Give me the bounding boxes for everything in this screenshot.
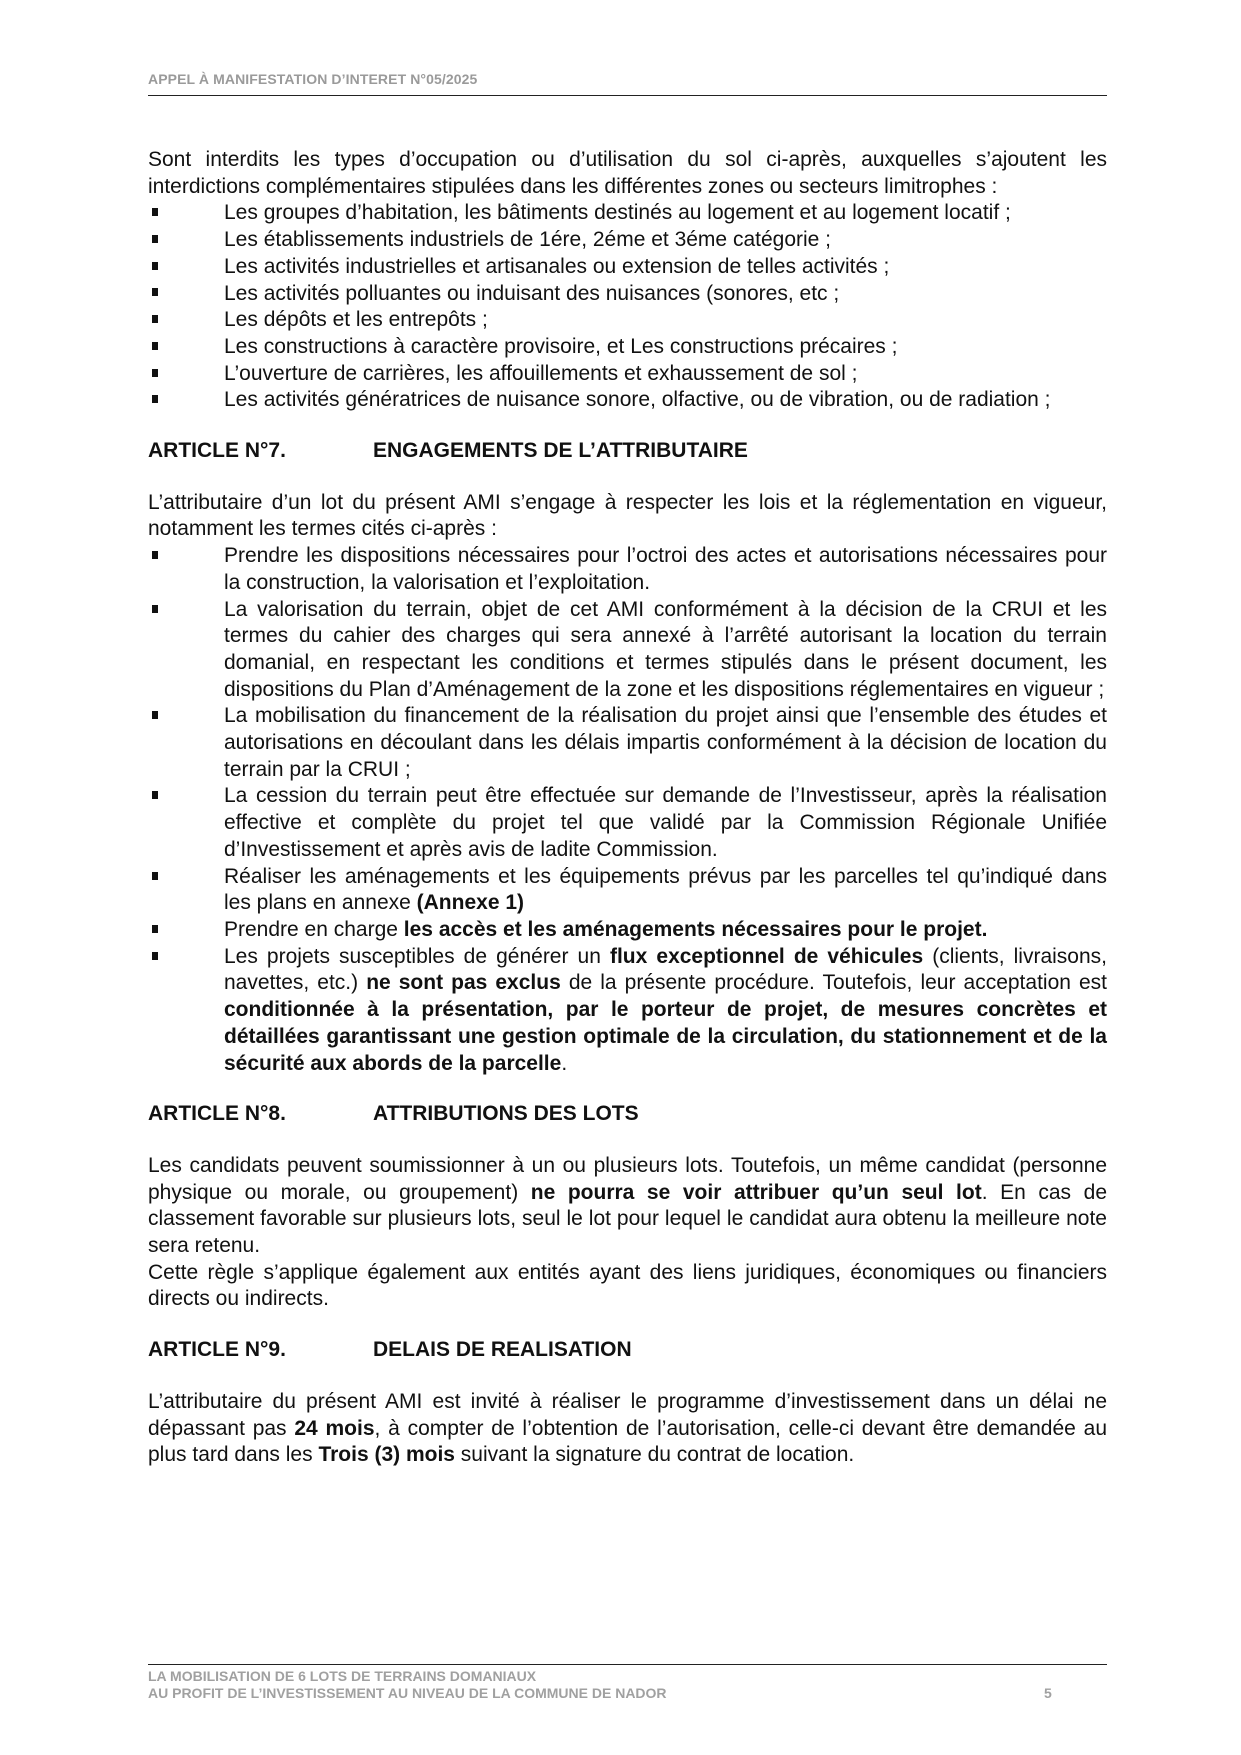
footer-line-2: AU PROFIT DE L’INVESTISSEMENT AU NIVEAU DE LA COMMUNE DE NADOR xyxy=(148,1685,667,1701)
article-8-paragraph-2 xyxy=(148,1260,1107,1313)
bullet-square-icon xyxy=(148,307,224,334)
article-8-heading xyxy=(148,1101,1107,1128)
article-7-intro: L’attributaire d’un lot du présent AMI s’engage à respecter les lois et la réglementation en vigueur, notamment les termes cités ci-après : xyxy=(148,490,1107,541)
article-title: DELAIS DE REALISATION xyxy=(373,1338,632,1362)
list-item xyxy=(148,543,1107,596)
text-run: L’attributaire du présent AMI est invité à réaliser le programme d’investissement dans un délai ne dépassant pas xyxy=(148,1389,1107,1440)
document-body xyxy=(148,147,1107,1469)
list-item xyxy=(148,864,1107,917)
list-item xyxy=(148,917,1107,944)
list-item xyxy=(148,281,1107,308)
list-item-text: Les établissements industriels de 1ére, 2éme et 3éme catégorie ; xyxy=(224,228,832,252)
text-run: La mobilisation du financement de la réalisation du projet ainsi que l’ensemble des études et autorisations en découlant dans les délais impartis conformément à la décision de location du terrain par la CRUI ; xyxy=(224,704,1107,781)
text-run: (clients, livraisons, navettes, etc.) xyxy=(224,944,1107,995)
footer-rule xyxy=(148,1664,1107,1665)
list-item xyxy=(148,227,1107,254)
list-item xyxy=(148,254,1107,281)
list-item xyxy=(148,200,1107,227)
bold-text: les accès et les aménagements nécessaires pour le projet. xyxy=(403,917,988,941)
article-title: ATTRIBUTIONS DES LOTS xyxy=(373,1102,639,1126)
bullet-square-icon xyxy=(148,254,224,281)
bullet-square-icon xyxy=(148,917,224,944)
text-run: suivant la signature du contrat de location. xyxy=(454,1443,855,1467)
list-item-text: Les activités génératrices de nuisance sonore, olfactive, ou de vibration, ou de radiation ; xyxy=(224,388,1051,412)
list-item xyxy=(148,387,1107,414)
list-item-text: Les dépôts et les entrepôts ; xyxy=(224,308,488,332)
bullet-square-icon xyxy=(148,361,224,388)
bullet-square-icon xyxy=(148,387,224,414)
list-item-text xyxy=(224,598,1107,701)
list-item-text: Les constructions à caractère provisoire, et Les constructions précaires ; xyxy=(224,334,898,358)
list-item-text: L’ouverture de carrières, les affouillements et exhaussement de sol ; xyxy=(224,361,858,385)
list-item xyxy=(148,703,1107,783)
text-run: Prendre en charge xyxy=(224,917,404,941)
list-item xyxy=(148,307,1107,334)
text-run: Réaliser les aménagements et les équipements prévus par les parcelles tel qu’indiqué dans les plans en annexe xyxy=(224,864,1107,915)
text-run: , à compter de l’obtention de l’autorisation, celle-ci devant être demandée au plus tard dans les xyxy=(148,1416,1107,1467)
article-number: ARTICLE N°9. xyxy=(148,1338,286,1362)
article-9-heading xyxy=(148,1337,1107,1364)
bold-text: ne pourra se voir attribuer qu’un seul lot xyxy=(530,1180,982,1204)
bullet-square-icon xyxy=(148,334,224,361)
running-header: APPEL À MANIFESTATION D’INTERET N°05/2025 xyxy=(148,71,478,87)
text-run: Les candidats peuvent soumissionner à un ou plusieurs lots. Toutefois, un même candidat (personne physique ou morale, ou groupement) xyxy=(148,1153,1107,1204)
intro-paragraph: Sont interdits les types d’occupation ou d’utilisation du sol ci-après, auxquelles s’ajoutent les interdictions complémentaires stipulées dans les différentes zones ou secteurs limitrophes : xyxy=(148,148,1107,198)
list-item-text xyxy=(224,945,1107,1075)
bullet-square-icon xyxy=(148,200,224,227)
bullet-square-icon xyxy=(148,864,224,891)
text-run: Les projets susceptibles de générer un xyxy=(224,944,610,968)
header-rule xyxy=(148,95,1107,96)
list-item-text xyxy=(224,918,987,941)
text-run: Cette règle s’applique également aux entités ayant des liens juridiques, économiques ou financiers directs ou indirects. xyxy=(148,1260,1107,1311)
bold-text: Trois (3) mois xyxy=(318,1443,455,1467)
list-item xyxy=(148,334,1107,361)
bullet-square-icon xyxy=(148,597,224,624)
prohibition-list xyxy=(148,200,1107,414)
text-run: La cession du terrain peut être effectuée sur demande de l’Investisseur, après la réalisation effective et complète du projet tel que validé par la Commission Régionale Unifiée d’Investissement et après avis de ladite Commission. xyxy=(224,784,1107,861)
text-run: La valorisation du terrain, objet de cet AMI conformément à la décision de la CRUI et les termes du cahier des charges qui sera annexé à l’arrêté autorisant la location du terrain domanial, en respectant les conditions et termes stipulés dans le présent document, les dispositions du Plan d’Aménagement de la zone et les dispositions réglementaires en vigueur ; xyxy=(224,597,1107,701)
bold-text: ne sont pas exclus xyxy=(366,971,561,995)
list-item-text: Les groupes d’habitation, les bâtiments destinés au logement et au logement locatif ; xyxy=(224,201,1011,225)
footer-line-1: LA MOBILISATION DE 6 LOTS DE TERRAINS DOMANIAUX xyxy=(148,1668,537,1684)
list-item-text xyxy=(224,704,1107,780)
list-item xyxy=(148,944,1107,1078)
list-item xyxy=(148,597,1107,704)
list-item xyxy=(148,361,1107,388)
bullet-square-icon xyxy=(148,703,224,730)
bullet-square-icon xyxy=(148,783,224,810)
text-run: de la présente procédure. Toutefois, leur acceptation est xyxy=(560,971,1107,995)
bullet-square-icon xyxy=(148,281,224,308)
text-run: . En cas de classement favorable sur plusieurs lots, seul le lot pour lequel le candidat aura obtenu la meilleure note sera retenu. xyxy=(148,1180,1107,1258)
list-item-text: Les activités polluantes ou induisant des nuisances (sonores, etc ; xyxy=(224,281,840,305)
article-7-heading xyxy=(148,438,1107,465)
bold-text: flux exceptionnel de véhicules xyxy=(609,944,924,968)
commitments-list xyxy=(148,543,1107,1077)
bullet-square-icon xyxy=(148,944,224,971)
list-item xyxy=(148,783,1107,863)
list-item-text xyxy=(224,784,1107,860)
list-item-text xyxy=(224,865,1107,915)
text-run: Prendre les dispositions nécessaires pour l’octroi des actes et autorisations nécessaires pour la construction, la valorisation et l’exploitation. xyxy=(224,544,1107,594)
list-item-text xyxy=(224,544,1107,594)
list-item-text: Les activités industrielles et artisanales ou extension de telles activités ; xyxy=(224,254,890,278)
bullet-square-icon xyxy=(148,543,224,570)
bullet-square-icon xyxy=(148,227,224,254)
bold-text: 24 mois xyxy=(294,1416,375,1440)
text-run: . xyxy=(561,1051,568,1075)
article-8-paragraph-1 xyxy=(148,1153,1107,1260)
page-number: 5 xyxy=(1044,1685,1052,1701)
article-9-paragraph xyxy=(148,1389,1107,1469)
running-footer xyxy=(148,1668,667,1702)
article-number: ARTICLE N°8. xyxy=(148,1102,286,1126)
bold-text: (Annexe 1) xyxy=(416,891,524,915)
article-number: ARTICLE N°7. xyxy=(148,439,286,463)
bold-text: conditionnée à la présentation, par le porteur de projet, de mesures concrètes et détaillées garantissant une gestion optimale de la circulation, du stationnement et de la sécurité aux abords de la parcelle xyxy=(224,998,1107,1075)
article-title: ENGAGEMENTS DE L’ATTRIBUTAIRE xyxy=(373,439,748,463)
